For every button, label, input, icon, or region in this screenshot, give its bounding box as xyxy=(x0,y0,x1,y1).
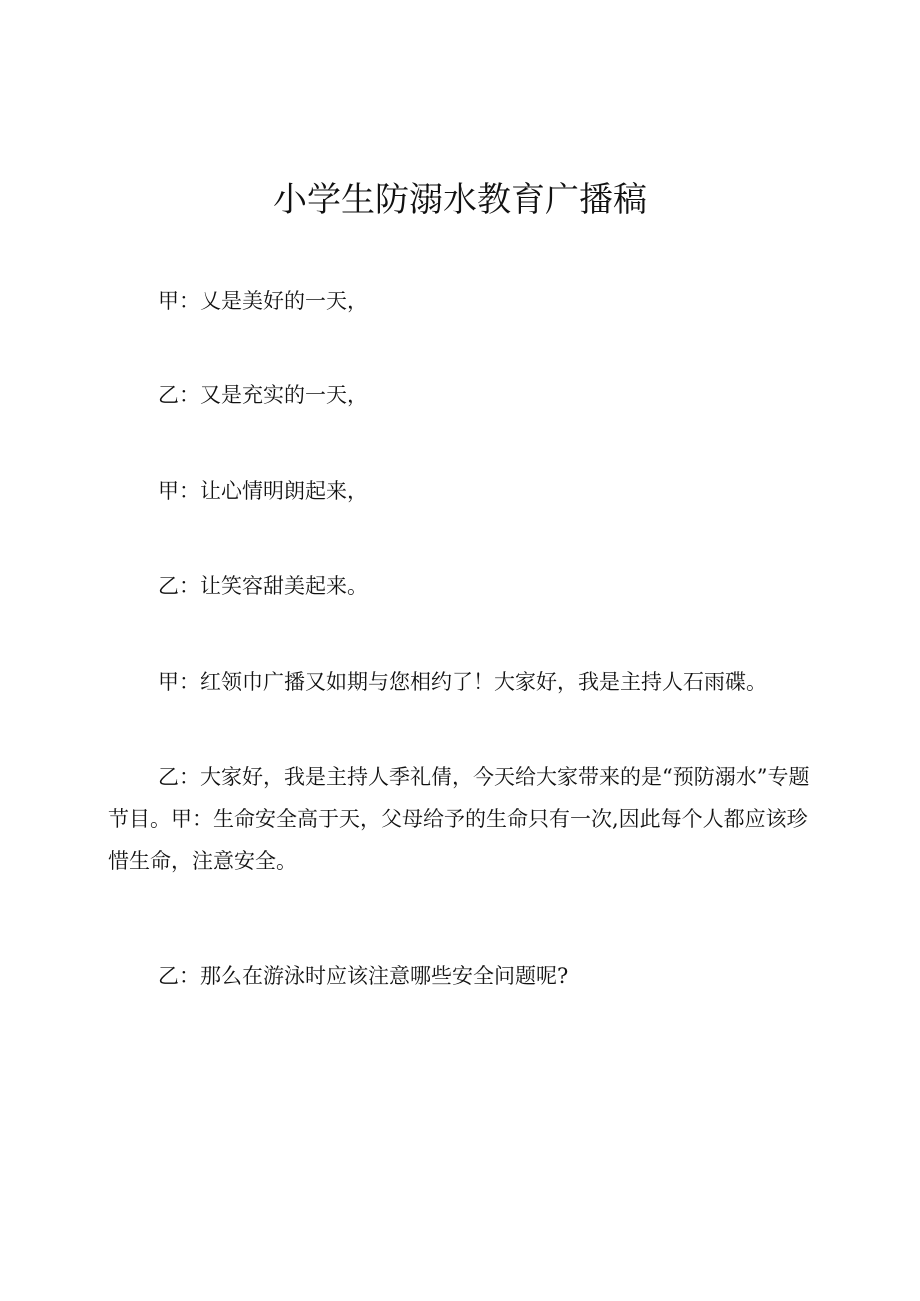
paragraph-1: 甲：乂是美好的一天， xyxy=(158,289,368,313)
paragraph-7: 乙：那么在游泳时应该注意哪些安全问题呢? xyxy=(158,964,569,988)
document-title: 小学生防溺水教育广播稿 xyxy=(273,180,647,220)
paragraph-2: 乙：又是充实的一天， xyxy=(158,383,368,407)
paragraph-4: 乙：让笑容甜美起来。 xyxy=(158,574,368,598)
paragraph-6: 乙：大家好，我是主持人季礼倩，今天给大家带来的是“预防溺水”专题节目。甲：生命安全高于天，父母给予的生命只有一次,因此每个人都应该珍惜生命，注意安全。 xyxy=(108,765,810,873)
paragraph-3: 甲：让心情明朗起来， xyxy=(158,479,368,503)
paragraph-5: 甲：红领巾广播又如期与您相约了！大家好，我是主持人石雨碟。 xyxy=(158,670,767,694)
